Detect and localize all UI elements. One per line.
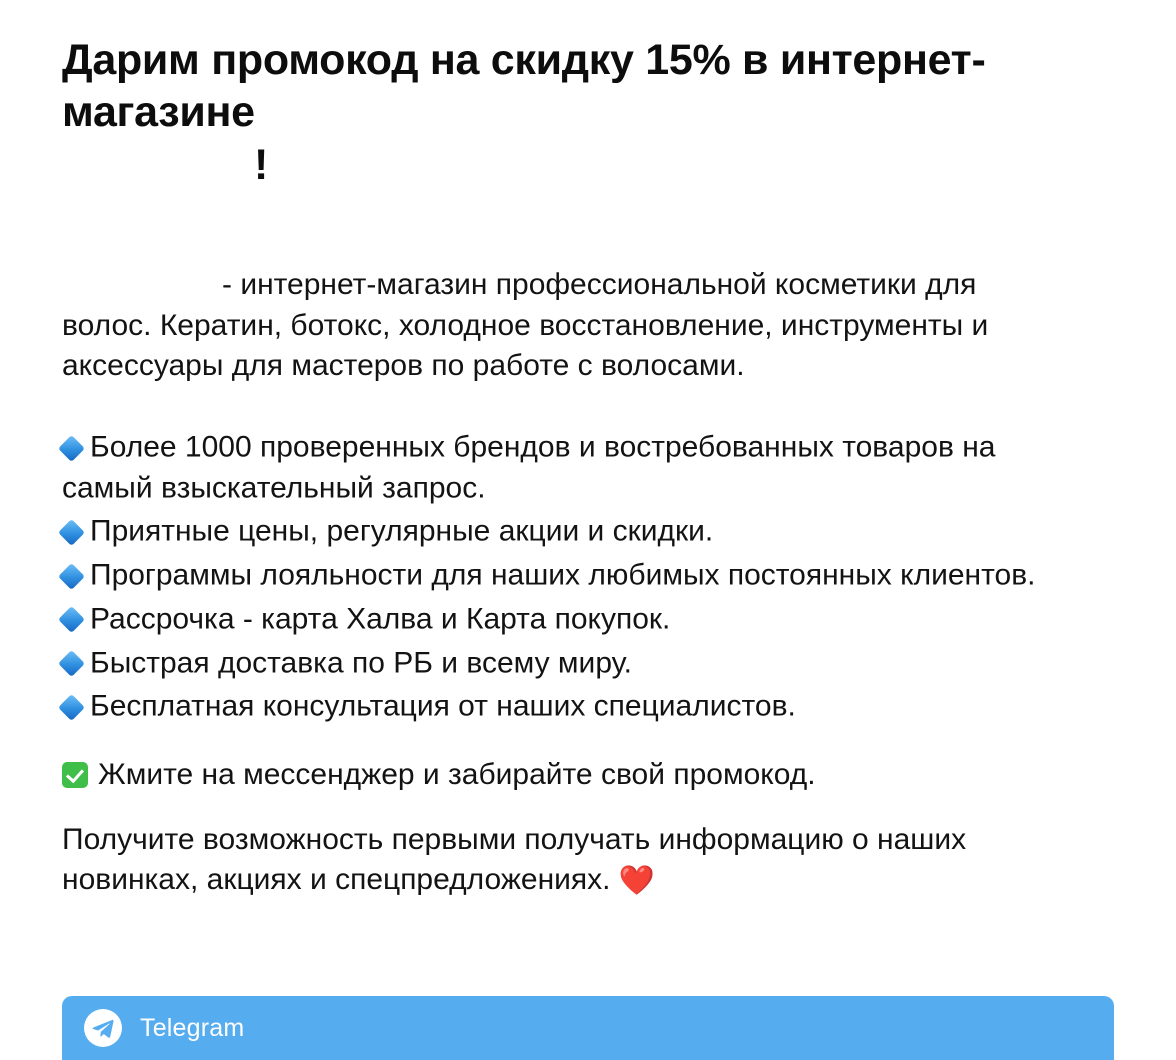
list-item [62,510,1072,551]
blue-diamond-icon [58,519,85,546]
benefits-list [62,426,1114,726]
messenger-button-telegram[interactable] [62,996,1114,1060]
blue-diamond-icon [58,606,85,633]
spacer [62,729,1114,755]
list-item-label: Программы лояльности для наших любимых постоянных клиентов. [90,558,1036,592]
blue-diamond-icon [58,435,85,462]
outro-paragraph [62,820,1072,900]
list-item [62,642,1072,683]
messenger-label: Telegram [140,1013,245,1042]
spacer [62,386,1114,426]
list-item [62,426,1072,507]
page-title: Дарим промокод на скидку 15% в интернет-магазине [62,36,986,137]
call-to-action [62,755,1114,794]
spacer [62,191,1114,265]
list-item-label: Приятные цены, регулярные акции и скидки. [90,514,714,548]
blue-diamond-icon [58,563,85,590]
list-item-label: Более 1000 проверенных брендов и востребованных товаров на самый взыскательный запрос. [62,430,996,505]
call-to-action-label: Жмите на мессенджер и забирайте свой промокод. [98,757,816,791]
green-check-icon [62,762,88,788]
spacer [62,794,1114,820]
blue-diamond-icon [58,694,85,721]
list-item-label: Бесплатная консультация от наших специалистов. [90,689,796,723]
page-title-exclamation: ! [254,140,269,189]
list-item [62,685,1072,726]
list-item [62,598,1072,639]
list-item-label: Рассрочка - карта Халва и Карта покупок. [90,602,671,636]
outro-text: Получите возможность первыми получать информацию о наших новинках, акциях и спецпредложениях. [62,823,967,897]
red-heart-icon: ❤️ [618,865,655,898]
list-item [62,554,1072,595]
list-item-label: Быстрая доставка по РБ и всему миру. [90,645,632,679]
intro-text: - интернет-магазин профессиональной косметики для волос. Кератин, ботокс, холодное восстановление, инструменты и аксессуары для мастеров по работе с волосами. [62,268,989,382]
blue-diamond-icon [58,650,85,677]
intro-paragraph [62,265,1062,386]
telegram-icon [84,1009,122,1047]
